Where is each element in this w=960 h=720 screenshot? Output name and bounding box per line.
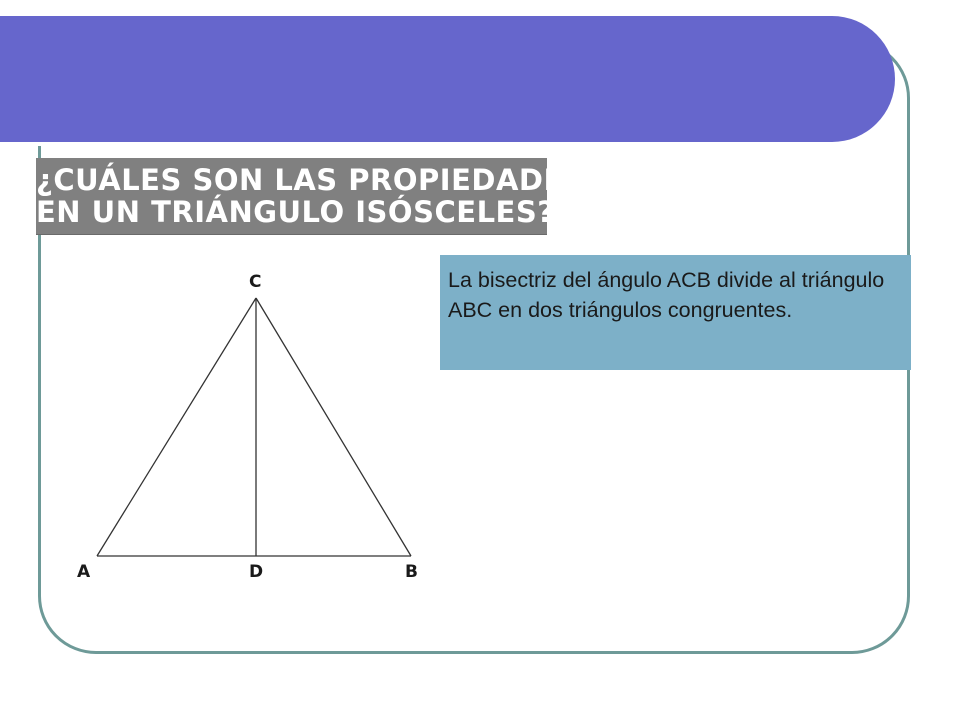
vertex-label-b: B [405, 562, 418, 582]
vertex-label-a: A [77, 562, 91, 582]
title-line-2: EN UN TRIÁNGULO ISÓSCELES? [36, 195, 555, 229]
vertex-label-c: C [249, 272, 262, 292]
side-cb [256, 298, 411, 556]
point-label-d: D [249, 562, 264, 582]
title-line-1: ¿CUÁLES SON LAS PROPIEDADES [36, 163, 586, 197]
info-text: La bisectriz del ángulo ACB divide al triángulo ABC en dos triángulos congruentes. [448, 268, 885, 322]
side-ac [97, 298, 256, 556]
